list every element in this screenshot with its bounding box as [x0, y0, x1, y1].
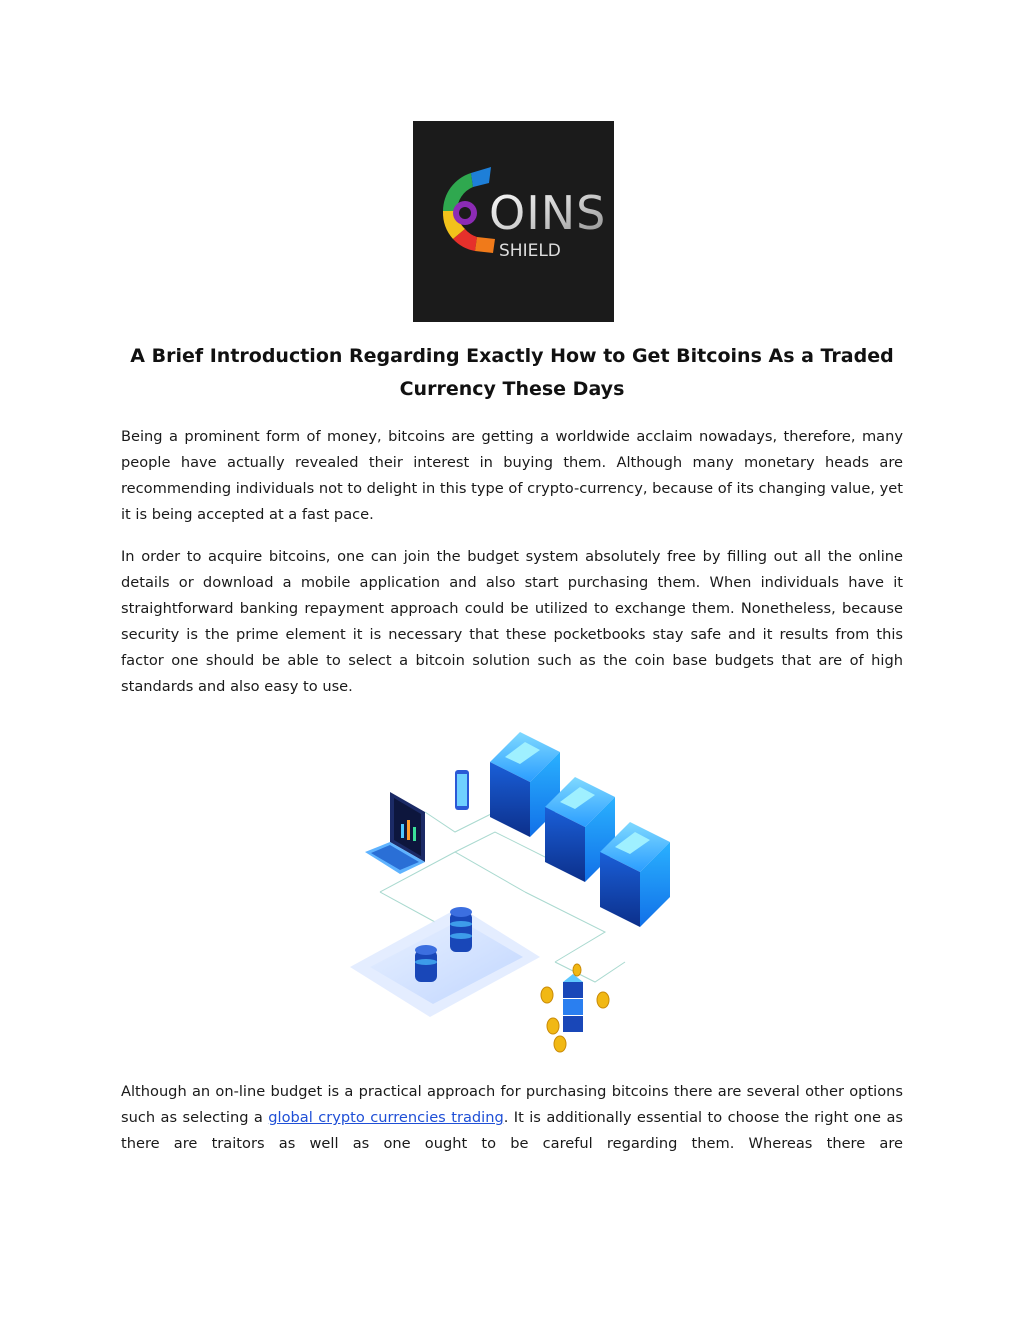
database-stack-large	[450, 907, 472, 952]
paragraph-3	[121, 1079, 903, 1157]
paragraph-1: Being a prominent form of money, bitcoins are getting a worldwide acclaim nowadays, therefore, many people have actually revealed their interest in buying them. Although many monetary heads are recommending individuals not to delight in this type of crypto-currency, because of its changing value, yet it is being accepted at a fast pace.	[121, 428, 903, 523]
blockchain-tower	[563, 974, 583, 1032]
paragraph-2: In order to acquire bitcoins, one can join the budget system absolutely free by filling out all the online details or download a mobile application and also start purchasing them. When individuals have it straightforward banking repayment approach could be utilized to exchange them. Nonetheless, because security is the prime element it is necessary that these pocketbooks stay safe and it results from this factor one should be able to select a bitcoin solution such as the coin base budgets that are of high standards and also easy to use.	[121, 548, 903, 695]
article-title: A Brief Introduction Regarding Exactly How to Get Bitcoins As a Traded Currency These Days	[130, 345, 894, 400]
logo-graphic	[413, 121, 614, 322]
paragraph-3-before-link: Although an on-line budget is a practical approach for purchasing bitcoins there are several other options such as selecting a	[121, 1083, 903, 1126]
phone-icon	[455, 770, 469, 810]
blockchain-illustration	[345, 712, 685, 1062]
laptop-icon	[365, 792, 425, 874]
global-crypto-trading-link[interactable]: global crypto currencies trading	[268, 1109, 504, 1126]
isometric-network-graphic	[345, 712, 685, 1062]
paragraph-3-after-link: . It is additionally essential to choose the right one as there are traitors as well as one ought to be careful regarding them. Whereas there are	[121, 1109, 903, 1152]
logo-brand-top: OINS	[489, 186, 607, 240]
logo-brand-bottom: SHIELD	[499, 241, 561, 261]
coins-shield-logo	[413, 121, 614, 322]
database-stack-small	[415, 945, 437, 982]
logo-c-emblem	[443, 167, 495, 253]
glowing-platform	[350, 907, 540, 1017]
